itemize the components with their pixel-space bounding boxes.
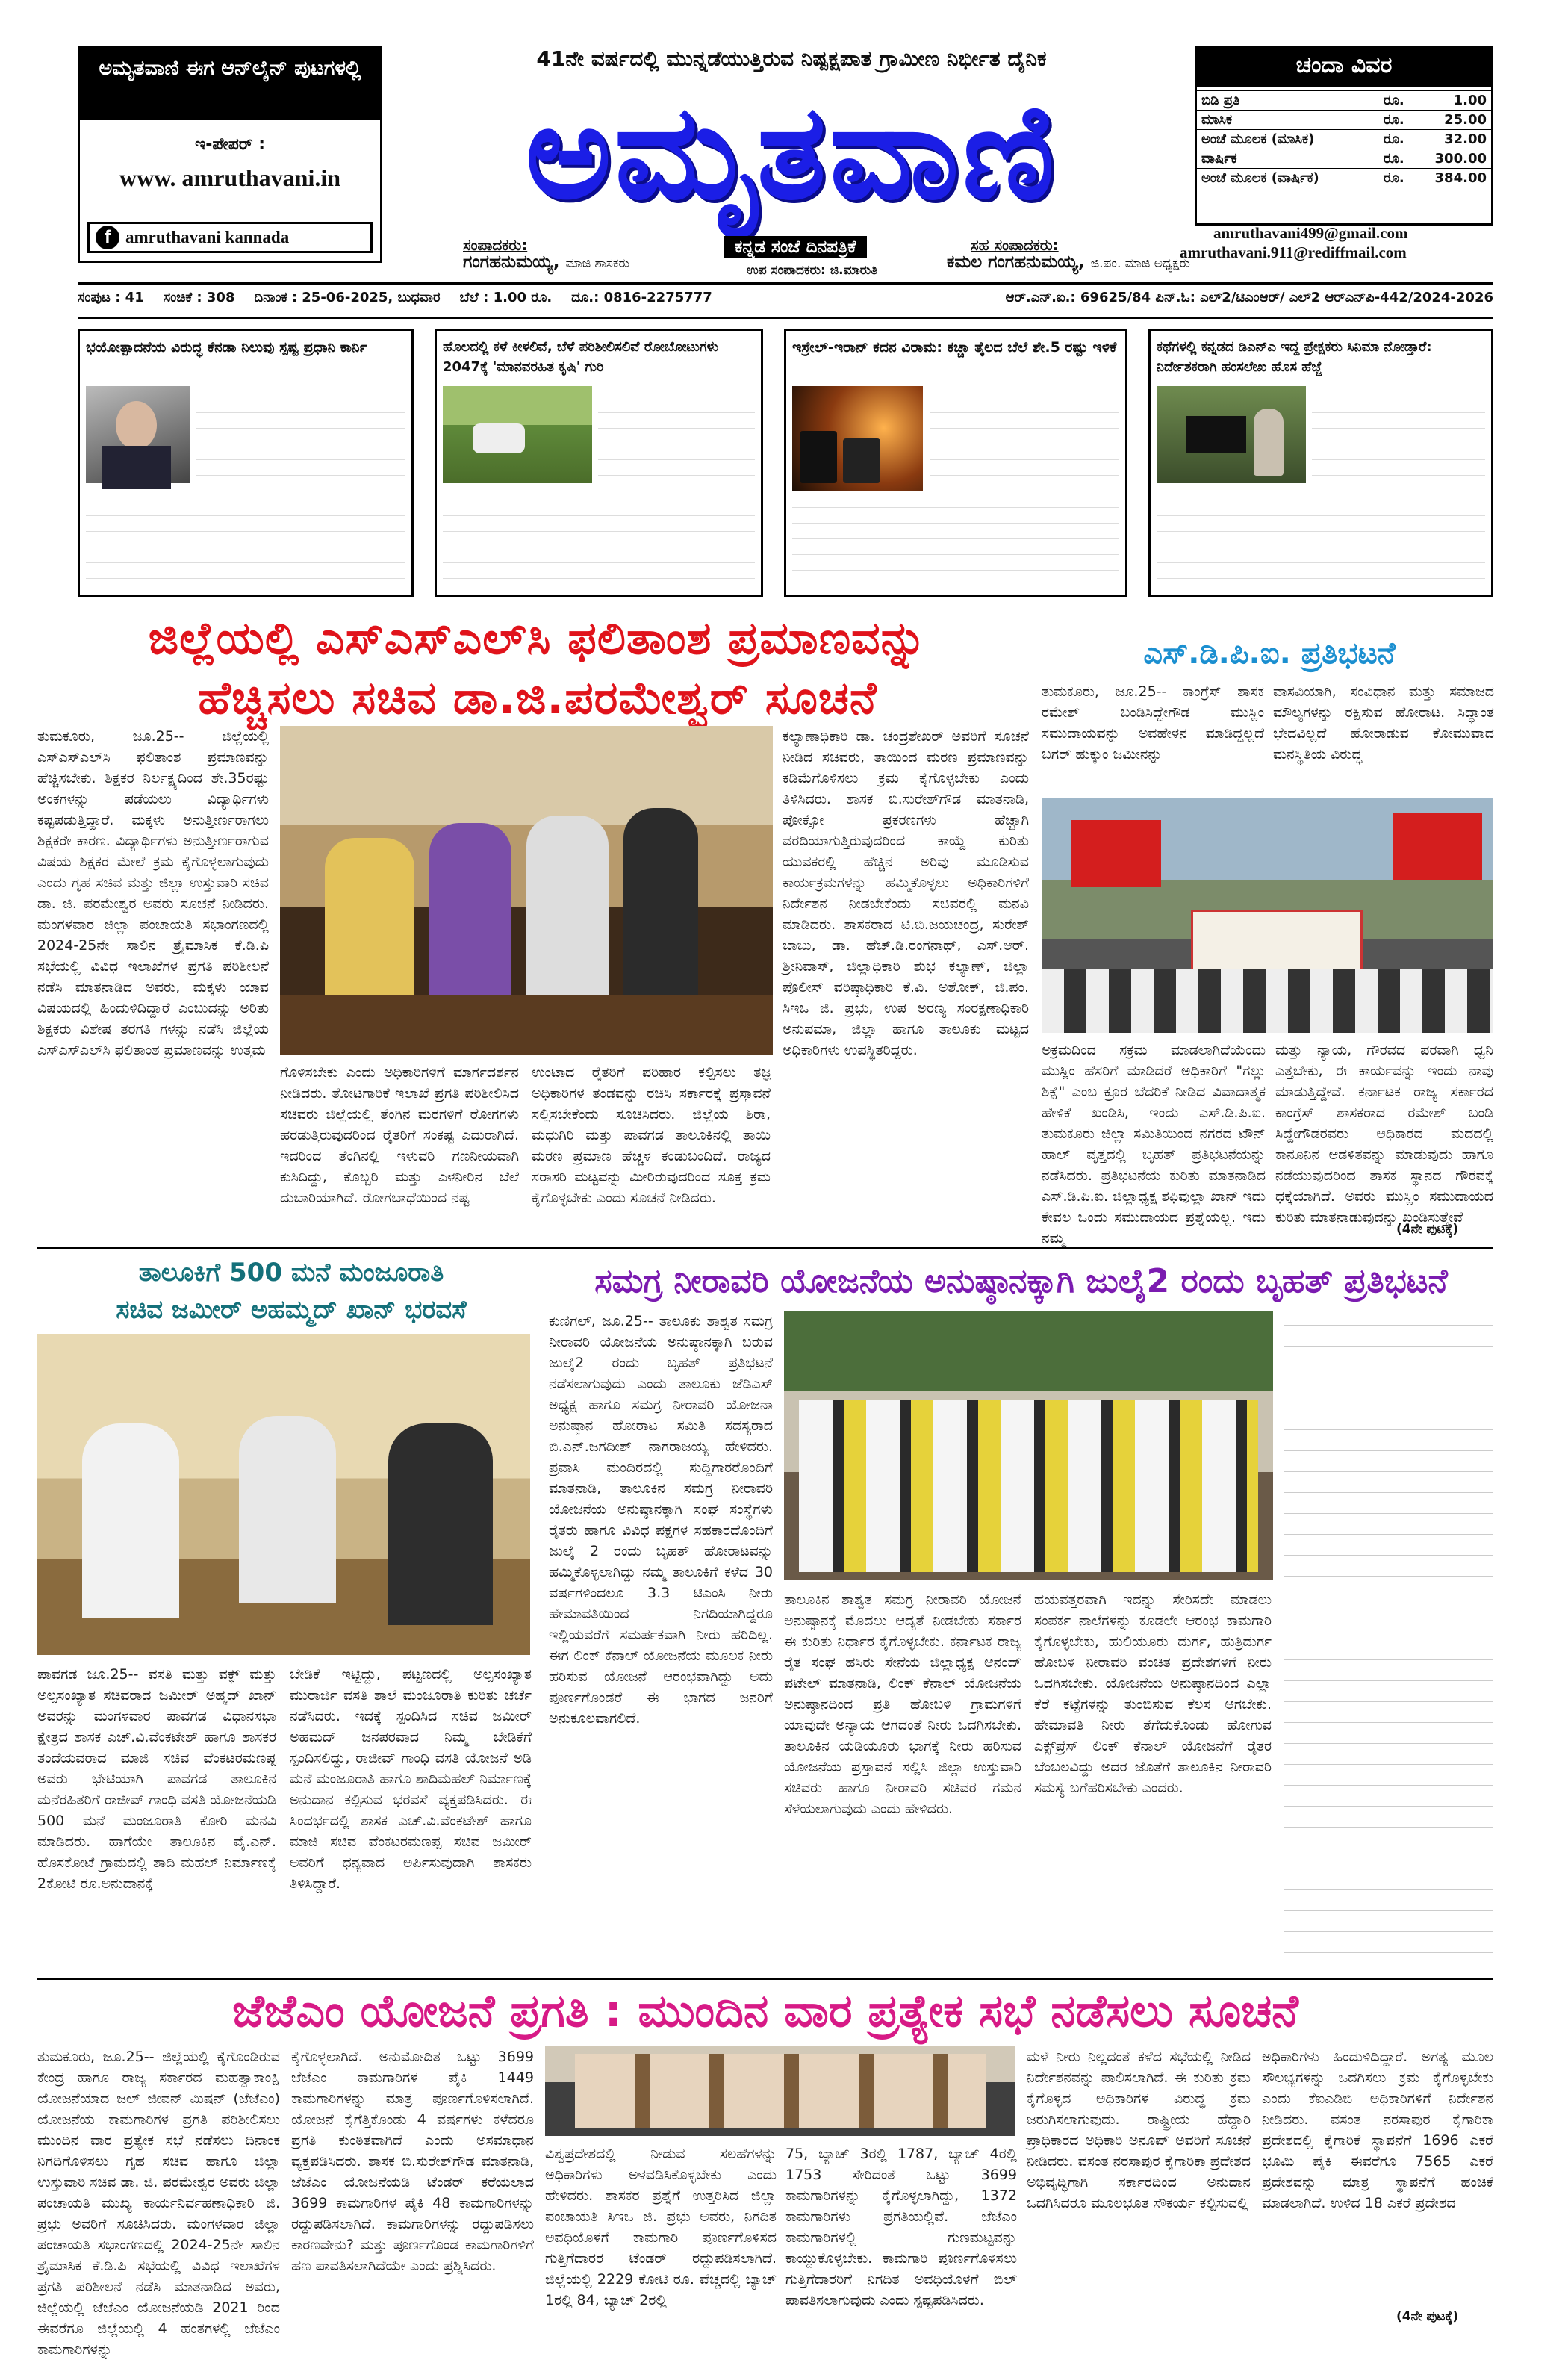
protest-col-1: ತುಮಕೂರು, ಜೂ.25-- ಕಾಂಗ್ರೆಸ್ ಶಾಸಕ ರಮೇಶ್ ಬಂಡಿಸಿದ್ದೇಗೌಡ ಮುಸ್ಲಿಂ ಸಮುದಾಯವನ್ನು ಅವಹೇಳನ ಮಾಡಿದ್ದಲ್ಲದೆ ಬಗರ್ ಹುಕ್ಕುಂ ಜಮೀನನ್ನು bbox=[1042, 683, 1264, 763]
lead-col-2: ಕಲ್ಯಾಣಾಧಿಕಾರಿ ಡಾ. ಚಂದ್ರಶೇಖರ್ ಅವರಿಗೆ ಸೂಚನೆ ನೀಡಿದ ಸಚಿವರು, ತಾಯಿಂದ ಮರಣ ಪ್ರಮಾಣವನ್ನು ಕಡಿಮೆಗೊಳಿಸಲು ಕ್ರಮ ಕೈಗೊಳ್ಳಬೇಕು ಎಂದು ತಿಳಿಸಿದರು. ಶಾಸಕ ಬಿ.ಸುರೇಶ್‌ಗೌಡ ಮಾತನಾಡಿ, ಪೋಕ್ಸೋ ಪ್ರಕರಣಗಳು ಹೆಚ್ಚಾಗಿ ವರದಿಯಾಗುತ್ತಿರುವುದರಿಂದ ಕಾಯ್ದೆ ಕುರಿತು ಯುವಕರಲ್ಲಿ ಹೆಚ್ಚಿನ ಅರಿವು ಮೂಡಿಸುವ ಕಾರ್ಯಕ್ರಮಗಳನ್ನು ಹಮ್ಮಿಕೊಳ್ಳಲು ಅಧಿಕಾರಿಗಳಿಗೆ ನಿರ್ದೇಶನ ನೀಡಬೇಕೆಂದು ಸಚಿವರಲ್ಲಿ ಮನವಿ ಮಾಡಿದರು. ಶಾಸಕರಾದ ಟಿ.ಬಿ.ಜಯಚಂದ್ರ, ಸುರೇಶ್ ಬಾಬು, ಡಾ. ಹೆಚ್.ಡಿ.ರಂಗನಾಥ್, ಎಸ್.ಆರ್. ಶ್ರೀನಿವಾಸ್, ಜಿಲ್ಲಾಧಿಕಾರಿ ಶುಭ ಕಲ್ಯಾಣ್, ಜಿಲ್ಲಾ ಪೊಲೀಸ್ ವರಿಷ್ಠಾಧಿಕಾರಿ ಕೆ.ವಿ. ಅಶೋಕ್, ಜಿ.ಪಂ. ಸಿಇಒ ಜಿ. ಪ್ರಭು, ಉಪ ಅರಣ್ಯ ಸಂರಕ್ಷಣಾಧಿಕಾರಿ ಅನುಪಮಾ, ಜಿಲ್ಲಾ ಹಾಗೂ ತಾಲೂಕು ಮಟ್ಟದ ಅಧಿಕಾರಿಗಳು ಉಪಸ್ಥಿತರಿದ್ದರು. bbox=[783, 728, 1029, 1058]
person-3 bbox=[526, 816, 609, 1002]
portrait-photo bbox=[86, 386, 190, 483]
housing-col-2: ಬೇಡಿಕೆ ಇಟ್ಟಿದ್ದು, ಪಟ್ಟಣದಲ್ಲಿ ಅಲ್ಪಸಂಖ್ಯಾತ ಮುರಾರ್ಜಿ ವಸತಿ ಶಾಲೆ ಮಂಜೂರಾತಿ ಕುರಿತು ಚರ್ಚೆ ನಡೆಸಿದರು. ಇದಕ್ಕೆ ಸ್ಪಂದಿಸಿದ ಸಚಿವ ಜಮೀರ್ ಅಹಮದ್ ಜನಪರವಾದ ನಿಮ್ಮ ಬೇಡಿಕೆಗೆ ಸ್ಪಂದಿಸಲಿದ್ದು, ರಾಜೀವ್ ಗಾಂಧಿ ವಸತಿ ಯೋಜನೆ ಅಡಿ ಮನೆ ಮಂಜೂರಾತಿ ಹಾಗೂ ಶಾದಿಮಹಲ್ ನಿರ್ಮಾಣಕ್ಕೆ ಅನುದಾನ ಕಲ್ಪಿಸುವ ಭರವಸೆ ವ್ಯಕ್ತಪಡಿಸಿದರು. ಈ ಸಿಂದರ್ಭದಲ್ಲಿ ಶಾಸಕ ಎಚ್.ವಿ.ವೆಂಕಟೇಶ್ ಹಾಗೂ ಮಾಜಿ ಸಚಿವ ವೆಂಕಟರಮಣಪ್ಪ ಸಚಿವ ಜಮೀರ್ ಅವರಿಗೆ ಧನ್ಯವಾದ ಅರ್ಪಿಸುವುದಾಗಿ ಶಾಸಕರು ತಿಳಿಸಿದ್ದಾರೆ. bbox=[290, 1666, 532, 1892]
jjm-headline: ಜೆಜೆಎಂ ಯೋಜನೆ ಪ್ರಗತಿ : ಮುಂದಿನ ವಾರ ಪ್ರತ್ಯೇಕ ಸಭೆ ನಡೆಸಲು ಸೂಚನೆ bbox=[232, 1985, 1298, 2037]
irrigation-photo bbox=[784, 1311, 1273, 1580]
subscription-label: ಅಂಚೆ ಮೂಲಕ (ಮಾಸಿಕ) bbox=[1201, 131, 1315, 147]
jjm-col-3: ವಿಶ್ವಪ್ರದೇಶದಲ್ಲಿ ನೀಡುವ ಸಲಹೆಗಳನ್ನು ಅಧಿಕಾರಿಗಳು ಅಳವಡಿಸಿಕೊಳ್ಳಬೇಕು ಎಂದು ಹೇಳಿದರು. ಶಾಸಕರ ಪ್ರಶ್ನೆಗೆ ಉತ್ತರಿಸಿದ ಜಿಲ್ಲಾ ಪಂಚಾಯತಿ ಸಿಇಒ ಜಿ. ಪ್ರಭು ಅವರು, ನಿಗದಿತ ಅವಧಿಯೊಳಗೆ ಕಾಮಗಾರಿ ಪೂರ್ಣಗೊಳಿಸದ ಗುತ್ತಿಗೆದಾರರ ಟೆಂಡರ್ ರದ್ದುಪಡಿಸಲಾಗಿದೆ. ಜಿಲ್ಲೆಯಲ್ಲಿ 2229 ಕೋಟಿ ರೂ. ವೆಚ್ಚದಲ್ಲಿ ಬ್ಯಾಚ್ 1ರಲ್ಲಿ 84, ಬ್ಯಾಚ್ 2ರಲ್ಲಿ bbox=[545, 2146, 777, 2308]
editor-label: ಸಂಪಾದಕರು: bbox=[463, 236, 528, 254]
subscription-row bbox=[1197, 130, 1491, 149]
housing-headline-1: ತಾಲೂಕಿಗೆ 500 ಮನೆ ಮಂಜೂರಾತಿ bbox=[138, 1258, 444, 1288]
co-editor-name bbox=[947, 252, 1190, 272]
issue: ಸಂಚಿಕೆ : 308 bbox=[163, 290, 235, 305]
phone: ದೂ.: 0816-2275777 bbox=[571, 290, 712, 305]
subscription-title: ಚಂದಾ ವಿವರ bbox=[1197, 49, 1491, 87]
jjm-col-1: ತುಮಕೂರು, ಜೂ.25-- ಜಿಲ್ಲೆಯಲ್ಲಿ ಕೈಗೊಂಡಿರುವ ಕೇಂದ್ರ ಹಾಗೂ ರಾಜ್ಯ ಸರ್ಕಾರದ ಮಹತ್ವಾಕಾಂಕ್ಷಿ ಯೋಜನೆಯಾದ ಜಲ್ ಜೀವನ್ ಮಿಷನ್ (ಜೆಜೆಎಂ) ಯೋಜನೆಯ ಕಾಮಗಾರಿಗಳ ಪ್ರಗತಿ ಪರಿಶೀಲಿಸಲು ಮುಂದಿನ ವಾರ ಪ್ರತ್ಯೇಕ ಸಭೆ ನಡೆಸಲು ದಿನಾಂಕ ನಿಗದಿಗೊಳಿಸಲು ಗೃಹ ಸಚಿವ ಹಾಗೂ ಜಿಲ್ಲಾ ಉಸ್ತುವಾರಿ ಸಚಿವ ಡಾ. ಜಿ. ಪರಮೇಶ್ವರ ಅವರು ಜಿಲ್ಲಾ ಪಂಚಾಯತಿ ಮುಖ್ಯ ಕಾರ್ಯನಿರ್ವಹಣಾಧಿಕಾರಿ ಜಿ. ಪ್ರಭು ಅವರಿಗೆ ಸೂಚಿಸಿದರು. ಮಂಗಳವಾರ ಜಿಲ್ಲಾ ಪಂಚಾಯತಿ ಸಭಾಂಗಣದಲ್ಲಿ 2024-25ನೇ ಸಾಲಿನ ತ್ರೈಮಾಸಿಕ ಕೆ.ಡಿ.ಪಿ ಸಭೆಯಲ್ಲಿ ವಿವಿಧ ಇಲಾಖೆಗಳ ಪ್ರಗತಿ ಪರಿಶೀಲನೆ ನಡೆಸಿ ಮಾತನಾಡಿದ ಅವರು, ಜಿಲ್ಲೆಯಲ್ಲಿ ಜೆಜೆಎಂ ಯೋಜನೆಯಡಿ 2021 ರಿಂದ ಈವರೆಗೂ ಜಿಲ್ಲೆಯಲ್ಲಿ 4 ಹಂತಗಳಲ್ಲಿ ಜೆಜೆಎಂ ಕಾಮಗಾರಿಗಳನ್ನು bbox=[37, 2049, 280, 2358]
co-editor-name-text: ಕಮಲ ಗಂಗಹನುಮಯ್ಯ, bbox=[947, 252, 1085, 272]
camera-shape bbox=[1186, 416, 1246, 453]
subscription-cur: ರೂ. bbox=[1383, 151, 1404, 167]
protest-banner bbox=[1191, 910, 1363, 977]
camera-photo bbox=[1157, 386, 1306, 483]
jjm-col-4: 75, ಬ್ಯಾಚ್ 3ರಲ್ಲಿ 1787, ಬ್ಯಾಚ್ 4ರಲ್ಲಿ 1753 ಸೇರಿದಂತೆ ಒಟ್ಟು 3699 ಕಾಮಗಾರಿಗಳನ್ನು ಕೈಗೊಳ್ಳಲಾಗಿದ್ದು, 1372 ಕಾಮಗಾರಿಗಳು ಪ್ರಗತಿಯಲ್ಲಿವೆ. ಜೆಜೆಎಂ ಕಾಮಗಾರಿಗಳಲ್ಲಿ ಗುಣಮಟ್ಟವನ್ನು ಕಾಯ್ದುಕೊಳ್ಳಬೇಕು. ಕಾಮಗಾರಿ ಪೂರ್ಣಗೊಳಿಸಲು ಗುತ್ತಿಗೆದಾರರಿಗೆ ನಿಗದಿತ ಅವಧಿಯೊಳಗೆ ಬಿಲ್ ಪಾವತಿಸಲಾಗುವುದು ಎಂದು ಸ್ಪಷ್ಟಪಡಿಸಿದರು. bbox=[785, 2146, 1017, 2308]
teaser-3-body-2 bbox=[792, 497, 1119, 594]
teaser-3-title: ಇಸ್ರೇಲ್-ಇರಾನ್ ಕದನ ವಿರಾಮ: ಕಚ್ಚಾ ತೈಲದ ಬೆಲೆ ಶೇ.5 ರಷ್ಟು ಇಳಿಕೆ bbox=[792, 339, 1117, 355]
irrigation-headline: ಸಮಗ್ರ ನೀರಾವರಿ ಯೋಜನೆಯ ಅನುಷ್ಠಾನಕ್ಕಾಗಿ ಜುಲೈ2 ರಂದು ಬೃಹತ್ ಪ್ರತಿಭಟನೆ bbox=[594, 1262, 1448, 1300]
teaser-4[interactable] bbox=[1148, 329, 1493, 597]
teaser-2[interactable] bbox=[435, 329, 763, 597]
subscription-row bbox=[1197, 169, 1491, 188]
protest-col-4: ಮತ್ತು ನ್ಯಾಯ, ಗೌರವದ ಪರವಾಗಿ ಧ್ವನಿ ಎತ್ತಬೇಕು, ಈ ಕಾರ್ಯವನ್ನು ಇಂದು ನಾವು ಮಾಡುತ್ತಿದ್ದೇವೆ. ಕರ್ನಾಟಕ ರಾಜ್ಯ ಸರ್ಕಾರದ ಕಾಂಗ್ರೆಸ್ ಶಾಸಕರಾದ ರಮೇಶ್ ಬಂಡಿ ಸಿದ್ದೇಗೌಡರವರು ಅಧಿಕಾರದ ಮದದಲ್ಲಿ ಕಾನೂನಿನ ಆಡಳಿತವನ್ನು ಮಾಡುವುದು ಹಾಗೂ ನಡೆಯುವುದರಿಂದ ಶಾಸಕ ಸ್ಥಾನದ ಗೌರವಕ್ಕೆ ಧಕ್ಕೆಯಾಗಿದೆ. ಅವರು ಮುಸ್ಲಿಂ ಸಮುದಾಯದ ಕುರಿತು ಮಾತನಾಡುವುದನ್ನು ಖಂಡಿಸುತ್ತೇವೆ bbox=[1275, 1042, 1493, 1226]
protest-photo bbox=[1042, 798, 1493, 1033]
lead-col-3: ಗೊಳಿಸಬೇಕು ಎಂದು ಅಧಿಕಾರಿಗಳಿಗೆ ಮಾರ್ಗದರ್ಶನ ನೀಡಿದರು. ತೋಟಗಾರಿಕೆ ಇಲಾಖೆ ಪ್ರಗತಿ ಪರಿಶೀಲಿಸಿದ ಸಚಿವರು ಜಿಲ್ಲೆಯಲ್ಲಿ ತೆಂಗಿನ ಮರಗಳಿಗೆ ರೋಗಗಳು ಹರಡುತ್ತಿರುವುದರಿಂದ ರೈತರಿಗೆ ಸಂಕಷ್ಟ ಎದುರಾಗಿದೆ. ಇದರಿಂದ ತೆಂಗಿನಲ್ಲಿ ಇಳುವರಿ ಗಣನೀಯವಾಗಿ ಕುಸಿದಿದ್ದು, ಕೊಬ್ಬರಿ ಮತ್ತು ಎಳನೀರಿನ ಬೆಲೆ ದುಬಾರಿಯಾಗಿದೆ. ರೋಗಬಾಧೆಯಿಂದ ನಷ್ಟ bbox=[280, 1064, 519, 1206]
person-1 bbox=[325, 838, 414, 1010]
subscription-amt: 32.00 bbox=[1444, 131, 1487, 147]
oil-barrel-2 bbox=[843, 438, 880, 483]
lead-col-1: ತುಮಕೂರು, ಜೂ.25-- ಜಿಲ್ಲೆಯಲ್ಲಿ ಎಸ್‌ಎಸ್‌ಎಲ್‌ಸಿ ಫಲಿತಾಂಶ ಪ್ರಮಾಣವನ್ನು ಹೆಚ್ಚಿಸಬೇಕು. ಶಿಕ್ಷಕರ ನಿರ್ಲಕ್ಷ್ಯದಿಂದ ಶೇ.35ರಷ್ಟು ಅಂಕಗಳನ್ನು ಪಡೆಯಲು ವಿದ್ಯಾರ್ಥಿಗಳು ಕಷ್ಟಪಡುತ್ತಿದ್ದಾರೆ. ಮಕ್ಕಳು ಅನುತ್ತೀರ್ಣರಾಗಲು ಶಿಕ್ಷಕರೇ ಕಾರಣ. ವಿದ್ಯಾರ್ಥಿಗಳು ಅನುತ್ತೀರ್ಣರಾಗುವ ವಿಷಯ ಶಿಕ್ಷಕರ ಮೇಲೆ ಕ್ರಮ ಕೈಗೊಳ್ಳಲಾಗುವುದು ಎಂದು ಗೃಹ ಸಚಿವ ಮತ್ತು ಜಿಲ್ಲಾ ಉಸ್ತುವಾರಿ ಸಚಿವ ಡಾ. ಜಿ. ಪರಮೇಶ್ವರ ಅವರು ಸೂಚನೆ ನೀಡಿದರು. ಮಂಗಳವಾರ ಜಿಲ್ಲಾ ಪಂಚಾಯತಿ ಸಭಾಂಗಣದಲ್ಲಿ 2024-25ನೇ ಸಾಲಿನ ತ್ರೈಮಾಸಿಕ ಕೆ.ಡಿ.ಪಿ ಸಭೆಯಲ್ಲಿ ವಿವಿಧ ಇಲಾಖೆಗಳ ಪ್ರಗತಿ ಪರಿಶೀಲನೆ ನಡೆಸಿ ಮಾತನಾಡಿದ ಅವರು, ಮಕ್ಕಳು ಯಾವ ವಿಷಯದಲ್ಲಿ ಹಿಂದುಳಿದಿದ್ದಾರೆ ಎಂಬುದನ್ನು ಅರಿತು ಶಿಕ್ಷಕರು ವಿಶೇಷ ತರಗತಿ ಗಳನ್ನು ನಡೆಸಿ ಜಿಲ್ಲೆಯ ಎಸ್‌ಎಸ್‌ಎಲ್‌ಸಿ ಫಲಿತಾಂಶ ಪ್ರಮಾಣವನ್ನು ಉತ್ತಮ bbox=[37, 728, 269, 1058]
editor-name-text: ಗಂಗಹನುಮಯ್ಯ, bbox=[463, 252, 560, 272]
mid-rule-2 bbox=[37, 1978, 1493, 1980]
protest-flag-2 bbox=[1393, 813, 1482, 880]
subscription-cur: ರೂ. bbox=[1383, 93, 1404, 108]
subscription-amt: 25.00 bbox=[1444, 112, 1487, 128]
subtitle-badge: ಕನ್ನಡ ಸಂಜೆ ದಿನಪತ್ರಿಕೆ bbox=[724, 236, 867, 258]
teaser-1-body-2 bbox=[86, 489, 405, 594]
robot-shape bbox=[473, 423, 525, 453]
dateline-rule bbox=[78, 317, 1493, 319]
price: ಬೆಲೆ : 1.00 ರೂ. bbox=[459, 290, 553, 305]
tagline: 41ನೇ ವರ್ಷದಲ್ಲಿ ಮುನ್ನಡೆಯುತ್ತಿರುವ ನಿಷ್ಪಕ್ಷಪಾತ ಗ್ರಾಮೀಣ ನಿರ್ಭೀತ ದೈನಿಕ bbox=[536, 46, 1047, 71]
mid-rule-1 bbox=[37, 1247, 1493, 1249]
teaser-4-body-2 bbox=[1157, 489, 1485, 594]
teaser-3[interactable] bbox=[784, 329, 1127, 597]
meeting-photo bbox=[280, 726, 773, 1055]
subscription-cur: ರೂ. bbox=[1383, 112, 1404, 128]
jjm-col-2: ಕೈಗೊಳ್ಳಲಾಗಿದೆ. ಅನುಮೋದಿತ ಒಟ್ಟು 3699 ಜೆಜೆಎಂ ಕಾಮಗಾರಿಗಳ ಪೈಕಿ 1449 ಕಾಮಗಾರಿಗಳನ್ನು ಮಾತ್ರ ಪೂರ್ಣಗೊಳಿಸಲಾಗಿದೆ. ಯೋಜನೆ ಕೈಗೆತ್ತಿಕೊಂಡು 4 ವರ್ಷಗಳು ಕಳೆದರೂ ಪ್ರಗತಿ ಕುಂಠಿತವಾಗಿದೆ ಎಂದು ಅಸಮಾಧಾನ ವ್ಯಕ್ತಪಡಿಸಿದರು. ಶಾಸಕ ಬಿ.ಸುರೇಶ್‌ಗೌಡ ಮಾತನಾಡಿ, ಜೆಜೆಎಂ ಯೋಜನೆಯಡಿ ಟೆಂಡರ್ ಕರೆಯಲಾದ 3699 ಕಾಮಗಾರಿಗಳ ಪೈಕಿ 48 ಕಾಮಗಾರಿಗಳನ್ನು ರದ್ದುಪಡಿಸಲಾಗಿದೆ. ಕಾಮಗಾರಿಗಳನ್ನು ರದ್ದುಪಡಿಸಲು ಕಾರಣವೇನು? ಮತ್ತು ಪೂರ್ಣಗೊಂಡ ಕಾಮಗಾರಿಗಳಿಗೆ ಹಣ ಪಾವತಿಸಲಾಗಿದೆಯೇ ಎಂದು ಪ್ರಶ್ನಿಸಿದರು. bbox=[291, 2049, 534, 2274]
lead-col-4: ಉಂಟಾದ ರೈತರಿಗೆ ಪರಿಹಾರ ಕಲ್ಪಿಸಲು ತಜ್ಞ ಅಧಿಕಾರಿಗಳ ತಂಡವನ್ನು ರಚಿಸಿ ಸರ್ಕಾರಕ್ಕೆ ಪ್ರಸ್ತಾವನೆ ಸಲ್ಲಿಸಬೇಕೆಂದು ಸೂಚಿಸಿದರು. ಜಿಲ್ಲೆಯ ಶಿರಾ, ಮಧುಗಿರಿ ಮತ್ತು ಪಾವಗಡ ತಾಲೂಕಿನಲ್ಲಿ ತಾಯಿ ಮರಣ ಪ್ರಮಾಣ ಹೆಚ್ಚಳ ಕಂಡುಬಂದಿದೆ. ರಾಜ್ಯದ ಸರಾಸರಿ ಮಟ್ಟವನ್ನು ಮೀರಿರುವುದರಿಂದ ಸೂಕ್ತ ಕ್ರಮ ಕೈಗೊಳ್ಳಬೇಕು ಎಂದು ಸೂಚನೆ ನೀಡಿದರು. bbox=[532, 1064, 771, 1206]
teaser-1-body bbox=[196, 386, 405, 483]
protest-continued[interactable]: (4ನೇ ಪುಟಕ್ಕೆ) bbox=[1396, 1222, 1459, 1237]
online-box bbox=[78, 46, 382, 263]
subscription-row bbox=[1197, 149, 1491, 169]
jjm-photo bbox=[545, 2046, 1015, 2136]
epaper-url[interactable]: www. amruthavani.in bbox=[119, 164, 341, 191]
irrigation-group bbox=[799, 1400, 1258, 1572]
oil-photo bbox=[792, 386, 923, 491]
subscription-cur: ರೂ. bbox=[1383, 131, 1404, 147]
oil-barrel-1 bbox=[800, 431, 837, 483]
official-2 bbox=[239, 1416, 336, 1603]
lead-headline-2: ಹೆಚ್ಚಿಸಲು ಸಚಿವ ಡಾ.ಜಿ.ಪರಮೇಶ್ವರ್ ಸೂಚನೆ bbox=[198, 672, 877, 724]
official-1 bbox=[82, 1423, 179, 1618]
jjm-panel bbox=[575, 2054, 986, 2128]
housing-headline-2: ಸಚಿವ ಜಮೀರ್ ಅಹಮ್ಮದ್ ಖಾನ್ ಭರವಸೆ bbox=[116, 1295, 467, 1325]
jjm-col-6: ಅಧಿಕಾರಿಗಳು ಹಿಂದುಳಿದಿದ್ದಾರೆ. ಅಗತ್ಯ ಮೂಲ ಸೌಲಭ್ಯಗಳನ್ನು ಒದಗಿಸಲು ಕ್ರಮ ಕೈಗೊಳ್ಳಬೇಕು ಎಂದು ಕೆಐಎಡಿಬಿ ಅಧಿಕಾರಿಗಳಿಗೆ ನಿರ್ದೇಶನ ನೀಡಿದರು. ವಸಂತ ನರಸಾಪುರ ಕೈಗಾರಿಕಾ ಪ್ರದೇಶದಲ್ಲಿ ಕೈಗಾರಿಕೆ ಸ್ಥಾಪನೆಗೆ 1696 ಎಕರೆ ಭೂಮಿ ಪೈಕಿ ಈವರೆಗೂ 7565 ಎಕರೆ ಪ್ರದೇಶವನ್ನು ಮಾತ್ರ ಸ್ಥಾಪನೆಗೆ ಹಂಚಿಕೆ ಮಾಡಲಾಗಿದೆ. ಉಳಿದ 18 ಎಕರೆ ಪ್ರದೇಶದ bbox=[1262, 2049, 1493, 2211]
subscription-box bbox=[1195, 46, 1493, 226]
teaser-4-body bbox=[1312, 386, 1485, 483]
protest-flag-1 bbox=[1071, 820, 1161, 887]
subscription-row bbox=[1197, 91, 1491, 111]
subscription-table bbox=[1197, 90, 1491, 187]
protest-col-2: ವಾಸವಿಯಾಗಿ, ಸಂವಿಧಾನ ಮತ್ತು ಸಮಾಜದ ಮೌಲ್ಯಗಳನ್ನು ರಕ್ಷಿಸುವ ಹೋರಾಟ. ಸಿದ್ಧಾಂತ ಭೇದವಿಲ್ಲದೆ ಹೋರಾಡುವ ಕೋಮುವಾದ ಮನಸ್ಥಿತಿಯ ವಿರುದ್ಧ bbox=[1273, 683, 1494, 763]
facebook-row[interactable] bbox=[87, 222, 373, 253]
teaser-2-title: ಹೊಲದಲ್ಲಿ ಕಳೆ ಕೀಳಲಿವೆ, ಬೆಳೆ ಪರಿಶೀಲಿಸಲಿವೆ ರೋಬೋಟುಗಳು 2047ಕ್ಕೆ 'ಮಾನವರಹಿತ ಕೃಷಿ' ಗುರಿ bbox=[443, 339, 719, 375]
editor-note: ಮಾಜಿ ಶಾಸಕರು bbox=[565, 256, 629, 271]
subscription-label: ಬಿಡಿ ಪ್ರತಿ bbox=[1201, 93, 1240, 108]
protest-headline: ಎಸ್.ಡಿ.ಪಿ.ಐ. ಪ್ರತಿಭಟನೆ bbox=[1143, 636, 1396, 671]
official-3 bbox=[388, 1423, 493, 1625]
subscription-label: ಮಾಸಿಕ bbox=[1201, 112, 1233, 128]
email-2[interactable]: amruthavani.911@rediffmail.com bbox=[1180, 243, 1407, 261]
person-head bbox=[116, 401, 157, 450]
irrigation-col-1: ಕುಣಿಗಲ್, ಜೂ.25-- ತಾಲೂಕು ಶಾಶ್ವತ ಸಮಗ್ರ ನೀರಾವರಿ ಯೋಜನೆಯ ಅನುಷ್ಠಾನಕ್ಕಾಗಿ ಬರುವ ಜುಲೈ2 ರಂದು ಬೃಹತ್ ಪ್ರತಿಭಟನೆ ನಡೆಸಲಾಗುವುದು ಎಂದು ತಾಲೂಕು ಜೆಡಿಎಸ್ ಅಧ್ಯಕ್ಷ ಹಾಗೂ ಸಮಗ್ರ ನೀರಾವರಿ ಯೋಜನಾ ಅನುಷ್ಠಾನ ಹೋರಾಟ ಸಮಿತಿ ಸದಸ್ಯರಾದ ಬಿ.ಎನ್.ಜಗದೀಶ್ ನಾಗರಾಜಯ್ಯ ಹೇಳಿದರು. ಪ್ರವಾಸಿ ಮಂದಿರದಲ್ಲಿ ಸುದ್ದಿಗಾರರೊಂದಿಗೆ ಮಾತನಾಡಿ, ತಾಲೂಕಿನ ಸಮಗ್ರ ನೀರಾವರಿ ಯೋಜನೆಯ ಅನುಷ್ಠಾನಕ್ಕಾಗಿ ಸಂಘ ಸಂಸ್ಥೆಗಳು ರೈತರು ಹಾಗೂ ವಿವಿಧ ಪಕ್ಷಗಳ ಸಹಕಾರದೊಂದಿಗೆ ಜುಲೈ 2 ರಂದು ಬೃಹತ್ ಹೋರಾಟವನ್ನು ಹಮ್ಮಿಕೊಳ್ಳಲಾಗಿದ್ದು ನಮ್ಮ ತಾಲೂಕಿಗೆ ಕಳೆದ 30 ವರ್ಷಗಳಿಂದಲೂ 3.3 ಟಿಎಂಸಿ ನೀರು ಹೇಮಾವತಿಯಿಂದ ನಿಗದಿಯಾಗಿದ್ದರೂ ಇಲ್ಲಿಯವರೆಗೆ ಸಮರ್ಪಕವಾಗಿ ನೀರು ಹರಿದಿಲ್ಲ. ಈಗ ಲಿಂಕ್ ಕೆನಾಲ್ ಯೋಜನೆಯ ಮೂಲಕ ನೀರು ಹರಿಸುವ ಯೋಜನೆ ಆರಂಭವಾಗಿದ್ದು ಅದು ಪೂರ್ಣಗೊಂಡರೆ ಈ ಭಾಗದ ಜನರಿಗೆ ಅನುಕೂಲವಾಗಲಿದೆ. bbox=[549, 1313, 773, 1727]
teaser-2-body bbox=[598, 386, 755, 483]
conference-table bbox=[280, 995, 773, 1055]
registration: ಆರ್.ಎನ್.ಐ.: 69625/84 ಪಿನ್.ಓ: ಎಲ್2/ಟಿಎಂಆರ್/ ಎಲ್2 ಆರ್‌ಎನ್‌ಪಿ-442/2024-2026 bbox=[1005, 290, 1493, 305]
farm-photo bbox=[443, 386, 592, 483]
person-4 bbox=[623, 808, 698, 1002]
jjm-col-5: ಮಳೆ ನೀರು ನಿಲ್ಲದಂತೆ ಕಳೆದ ಸಭೆಯಲ್ಲಿ ನೀಡಿದ ನಿರ್ದೇಶನವನ್ನು ಪಾಲಿಸಲಾಗಿದೆ. ಈ ಕುರಿತು ಕ್ರಮ ಕೈಗೊಳ್ಳದ ಅಧಿಕಾರಿಗಳ ವಿರುದ್ಧ ಕ್ರಮ ಜರುಗಿಸಲಾಗುವುದು. ರಾಷ್ಟ್ರೀಯ ಹೆದ್ದಾರಿ ಪ್ರಾಧಿಕಾರದ ಅಧಿಕಾರಿ ಅನೂಪ್ ಅವರಿಗೆ ಸೂಚನೆ ನೀಡಿದರು. ವಸಂತ ನರಸಾಪುರ ಕೈಗಾರಿಕಾ ಪ್ರದೇಶದ ಅಭಿವೃದ್ಧಿಗಾಗಿ ಸರ್ಕಾರದಿಂದ ಅನುದಾನ ಒದಗಿಸಿದರೂ ಮೂಲಭೂತ ಸೌಕರ್ಯ ಕಲ್ಪಿಸುವಲ್ಲಿ bbox=[1027, 2049, 1251, 2211]
irrigation-col-3: ಹಯವತ್ತರವಾಗಿ ಇದನ್ನು ಸೇರಿಸದೇ ಮಾಡಲು ಸಂಪರ್ಕ ನಾಲೆಗಳನ್ನು ಕೂಡಲೇ ಆರಂಭ ಕಾಮಗಾರಿ ಕೈಗೊಳ್ಳಬೇಕು, ಹುಲಿಯೂರು ದುರ್ಗ, ಹುತ್ರಿದುರ್ಗ ಹೋಬಳಿ ನೀರಾವರಿ ವಂಚಿತ ಪ್ರದೇಶಗಳಿಗೆ ನೀರು ಒದಗಿಸಬೇಕು. ಯೋಜನೆಯ ಅನುಷ್ಠಾನದಿಂದ ಎಲ್ಲಾ ಕೆರೆ ಕಟ್ಟೆಗಳನ್ನು ತುಂಬಿಸುವ ಕೆಲಸ ಆಗಬೇಕು. ಹೇಮಾವತಿ ನೀರು ತೆಗೆದುಕೊಂಡು ಹೋಗುವ ಎಕ್ಸ್‌ಪ್ರೆಸ್ ಲಿಂಕ್ ಕೆನಾಲ್ ಯೋಜನೆಗೆ ರೈತರ ಬೆಂಬಲವಿದ್ದು ಅದರ ಜೊತೆಗೆ ತಾಲೂಕಿನ ನೀರಾವರಿ ಸಮಸ್ಯೆ ಬಗೆಹರಿಸಬೇಕು ಎಂದರು. bbox=[1034, 1592, 1272, 1796]
facebook-handle: amruthavani kannada bbox=[125, 228, 290, 246]
subeditor: ಉಪ ಸಂಪಾದಕರು: ಜಿ.ಮಾರುತಿ bbox=[747, 263, 878, 278]
subscription-cur: ರೂ. bbox=[1383, 170, 1404, 186]
teaser-2-body-2 bbox=[443, 489, 755, 594]
co-editor-note: ಜಿ.ಪಂ. ಮಾಜಿ ಅಧ್ಯಕ್ಷರು bbox=[1090, 256, 1190, 271]
teaser-1-title: ಭಯೋತ್ಪಾದನೆಯ ವಿರುದ್ಧ ಕೆನಡಾ ನಿಲುವು ಸ್ಪಷ್ಟ ಪ್ರಧಾನಿ ಕಾರ್ನಿ bbox=[86, 339, 367, 355]
person-body bbox=[102, 446, 171, 491]
online-box-title: ಅಮೃತವಾಣಿ ಈಗ ಆನ್‌ಲೈನ್ ಪುಟಗಳಲ್ಲಿ bbox=[80, 49, 380, 120]
facebook-icon: f bbox=[96, 226, 119, 249]
jjm-continued[interactable]: (4ನೇ ಪುಟಕ್ಕೆ) bbox=[1396, 2309, 1459, 2324]
teaser-4-title: ಕಥೆಗಳಲ್ಲಿ ಕನ್ನಡದ ಡಿಎನ್‌ಎ ಇದ್ದ ಪ್ರೇಕ್ಷಕರು ಸಿನಿಮಾ ನೋಡ್ತಾರೆ: ನಿರ್ದೇಶಕರಾಗಿ ಹಂಸಲೇಖ ಹೊಸ ಹೆಜ್ಜೆ bbox=[1157, 339, 1432, 375]
masthead-rule bbox=[78, 282, 1493, 285]
protest-crowd bbox=[1042, 969, 1493, 1033]
editor-name bbox=[463, 252, 629, 272]
teaser-1[interactable] bbox=[78, 329, 414, 597]
subscription-row bbox=[1197, 111, 1491, 130]
epaper-label: ಇ-ಪೇಪರ್ : bbox=[194, 135, 266, 154]
subscription-amt: 1.00 bbox=[1453, 93, 1487, 108]
teaser-strip bbox=[78, 329, 1493, 597]
email-1[interactable]: amruthavani499@gmail.com bbox=[1213, 224, 1408, 242]
date: ದಿನಾಂಕ : 25-06-2025, ಬುಧವಾರ bbox=[254, 290, 441, 305]
co-editor-label: ಸಹ ಸಂಪಾದಕರು: bbox=[971, 236, 1059, 254]
protest-col-3: ಅಕ್ರಮದಿಂದ ಸಕ್ರಮ ಮಾಡಲಾಗಿದೆಯೆಂದು ಮುಸ್ಲಿಂ ಹೆಸರಿಗೆ ಮಾಡಿದರೆ ಅಧಿಕಾರಿಗೆ "ಗಲ್ಲು ಶಿಕ್ಷೆ" ಎಂಬ ಕ್ರೂರ ಬೆದರಿಕೆ ನೀಡಿದ ವಿವಾದಾತ್ಮಕ ಹೇಳಿಕೆ ಖಂಡಿಸಿ, ಇಂದು ಎಸ್.ಡಿ.ಪಿ.ಐ. ತುಮಕೂರು ಜಿಲ್ಲಾ ಸಮಿತಿಯಿಂದ ನಗರದ ಟೌನ್ ಹಾಲ್ ವೃತ್ತದಲ್ಲಿ ಬೃಹತ್ ಪ್ರತಿಭಟನೆಯನ್ನು ನಡೆಸಿದರು. ಪ್ರತಿಭಟನೆಯ ಕುರಿತು ಮಾತನಾಡಿದ ಎಸ್.ಡಿ.ಪಿ.ಐ. ಜಿಲ್ಲಾಧ್ಯಕ್ಷ ಶಫಿವುಲ್ಲಾ ಖಾನ್ ಇದು ಕೇವಲ ಒಂದು ಸಮುದಾಯದ ಪ್ರಶ್ನೆಯಲ್ಲ. ಇದು ನಮ್ಮ bbox=[1042, 1042, 1266, 1246]
irrigation-col-4 bbox=[1284, 1311, 1493, 1968]
subscription-label: ವಾರ್ಷಿಕ bbox=[1201, 151, 1237, 167]
teaser-3-body bbox=[930, 386, 1119, 491]
person-2 bbox=[429, 823, 511, 1002]
cameraman-shape bbox=[1254, 409, 1284, 476]
lead-headline-1: ಜಿಲ್ಲೆಯಲ್ಲಿ ಎಸ್‌ಎಸ್‌ಎಲ್‌ಸಿ ಫಲಿತಾಂಶ ಪ್ರಮಾಣವನ್ನು bbox=[148, 612, 927, 665]
dateline bbox=[78, 290, 1493, 315]
subscription-amt: 384.00 bbox=[1434, 170, 1487, 186]
housing-col-1: ಪಾವಗಡ ಜೂ.25-- ವಸತಿ ಮತ್ತು ವಕ್ಫ್ ಮತ್ತು ಅಲ್ಪಸಂಖ್ಯಾತ ಸಚಿವರಾದ ಜಮೀರ್ ಅಹ್ಮದ್ ಖಾನ್ ಅವರನ್ನು ಮಂಗಳವಾರ ಪಾವಗಡ ವಿಧಾನಸಭಾ ಕ್ಷೇತ್ರದ ಶಾಸಕ ಎಚ್.ವಿ.ವೆಂಕಟೇಶ್ ಹಾಗೂ ಶಾಸಕರ ತಂದೆಯವರಾದ ಮಾಜಿ ಸಚಿವ ವೆಂಕಟರಮಣಪ್ಪ ಅವರು ಭೇಟಿಯಾಗಿ ಪಾವಗಡ ತಾಲೂಕಿನ ಮನೆರಹಿತರಿಗೆ ರಾಜೀವ್ ಗಾಂಧಿ ವಸತಿ ಯೋಜನೆಯಡಿ 500 ಮನೆ ಮಂಜೂರಾತಿ ಕೋರಿ ಮನವಿ ಮಾಡಿದರು. ಹಾಗೆಯೇ ತಾಲೂಕಿನ ವೈ.ಎನ್. ಹೊಸಕೋಟೆ ಗ್ರಾಮದಲ್ಲಿ ಶಾದಿ ಮಹಲ್ ನಿರ್ಮಾಣಕ್ಕೆ 2ಕೋಟಿ ರೂ.ಅನುದಾನಕ್ಕೆ bbox=[37, 1666, 276, 1892]
housing-photo bbox=[37, 1334, 530, 1655]
subscription-label: ಅಂಚೆ ಮೂಲಕ (ವಾರ್ಷಿಕ) bbox=[1201, 170, 1319, 186]
subscription-amt: 300.00 bbox=[1434, 151, 1487, 167]
newspaper-title: ಅಮೃತವಾಣಿ bbox=[525, 77, 1058, 229]
irrigation-col-2: ತಾಲೂಕಿನ ಶಾಶ್ವತ ಸಮಗ್ರ ನೀರಾವರಿ ಯೋಜನೆ ಅನುಷ್ಠಾನಕ್ಕೆ ಮೊದಲು ಆದ್ಯತೆ ನೀಡಬೇಕು ಸರ್ಕಾರ ಈ ಕುರಿತು ನಿರ್ಧಾರ ಕೈಗೊಳ್ಳಬೇಕು. ಕರ್ನಾಟಕ ರಾಜ್ಯ ರೈತ ಸಂಘ ಹಸಿರು ಸೇನೆಯ ಜಿಲ್ಲಾಧ್ಯಕ್ಷ ಆನಂದ್ ಪಟೇಲ್ ಮಾತನಾಡಿ, ಲಿಂಕ್ ಕೆನಾಲ್ ಯೋಜನೆಯ ಅನುಷ್ಠಾನದಿಂದ ಪ್ರತಿ ಹೋಬಳಿ ಗ್ರಾಮಗಳಿಗೆ ಯಾವುದೇ ಅನ್ಯಾಯ ಆಗದಂತೆ ನೀರು ಒದಗಿಸಬೇಕು. ತಾಲೂಕಿನ ಯಡಿಯೂರು ಭಾಗಕ್ಕೆ ನೀರು ಹರಿಸುವ ಯೋಜನೆಯ ಪ್ರಸ್ತಾವನೆ ಸಲ್ಲಿಸಿ ಜಿಲ್ಲಾ ಉಸ್ತುವಾರಿ ಸಚಿವರು ಹಾಗೂ ನೀರಾವರಿ ಸಚಿವರ ಗಮನ ಸೆಳೆಯಲಾಗುವುದು ಎಂದು ಹೇಳಿದರು. bbox=[784, 1592, 1021, 1817]
volume: ಸಂಪುಟ : 41 bbox=[78, 290, 144, 305]
